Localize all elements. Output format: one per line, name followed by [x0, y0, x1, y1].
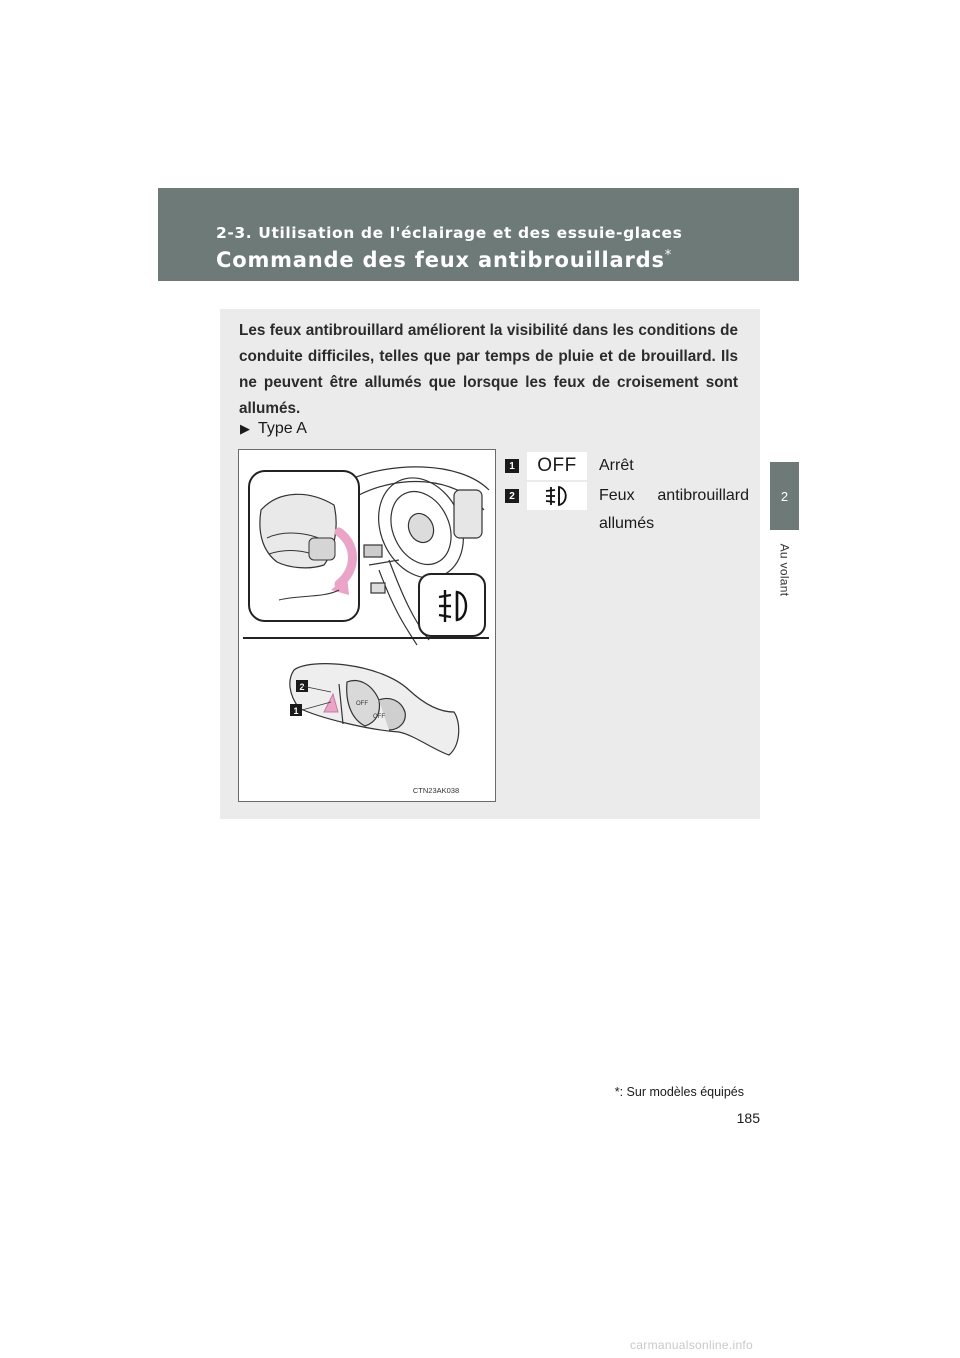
intro-paragraph: Les feux antibrouillard améliorent la visibilité dans les conditions de conduite difficiles, telles que par temps de pluie et de brouillard. Ils ne peuvent être allumés que lorsque les feux de croisement sont allumés.	[239, 322, 738, 417]
header-band	[158, 188, 799, 281]
legend-label-fog-on	[599, 482, 749, 538]
callout-1-number: 1	[293, 706, 299, 716]
illustration-drawing	[239, 450, 495, 801]
title-asterisk: *	[664, 248, 673, 263]
legend-label-line1	[599, 482, 749, 510]
fog-light-symbol-box	[527, 482, 587, 510]
illustration-code: CTN23AK038	[412, 786, 460, 795]
lever-switch	[290, 664, 459, 755]
watermark: carmanualsonline.info	[630, 1338, 754, 1352]
chapter-number: 2	[780, 488, 789, 504]
footnote-text: : Sur modèles équipés	[619, 1085, 744, 1099]
legend-label-line2: allumés	[599, 515, 655, 532]
page-title-text: Commande des feux antibrouillards	[216, 248, 665, 272]
switch-off-label-1: OFF	[356, 701, 368, 707]
callout-2-number: 2	[299, 682, 305, 692]
content-box	[220, 309, 760, 819]
type-label: Type A	[258, 420, 307, 437]
legend-label-off: Arrêt	[599, 457, 634, 474]
footnote-mark: *	[614, 1085, 620, 1099]
section-label: 2-3. Utilisation de l'éclairage et des essuie-glaces	[216, 224, 683, 242]
hand-zoom-callout	[249, 471, 359, 621]
legend-label-word-antibrouillard: antibrouillard	[657, 487, 749, 504]
fog-light-switch-illustration	[238, 449, 496, 802]
legend-label-word-feux: Feux	[599, 487, 635, 504]
fog-light-icon	[544, 485, 570, 507]
off-symbol: OFF	[527, 452, 587, 480]
legend-item-fog-on	[505, 482, 749, 538]
chapter-label-text: Au volant	[777, 543, 792, 597]
fog-light-symbol-callout	[419, 574, 485, 636]
legend-item-off	[505, 452, 749, 480]
chapter-label	[770, 535, 799, 605]
triangle-bullet-icon: ▶	[240, 421, 250, 436]
legend-number-badge: 1	[505, 459, 519, 473]
legend-number-badge: 2	[505, 489, 519, 503]
chapter-tab[interactable]	[770, 462, 799, 530]
page-number: 185	[736, 1110, 760, 1126]
type-heading	[240, 420, 307, 438]
page-title	[216, 248, 672, 272]
switch-off-label-2: OFF	[373, 714, 385, 720]
footnote	[615, 1085, 744, 1099]
